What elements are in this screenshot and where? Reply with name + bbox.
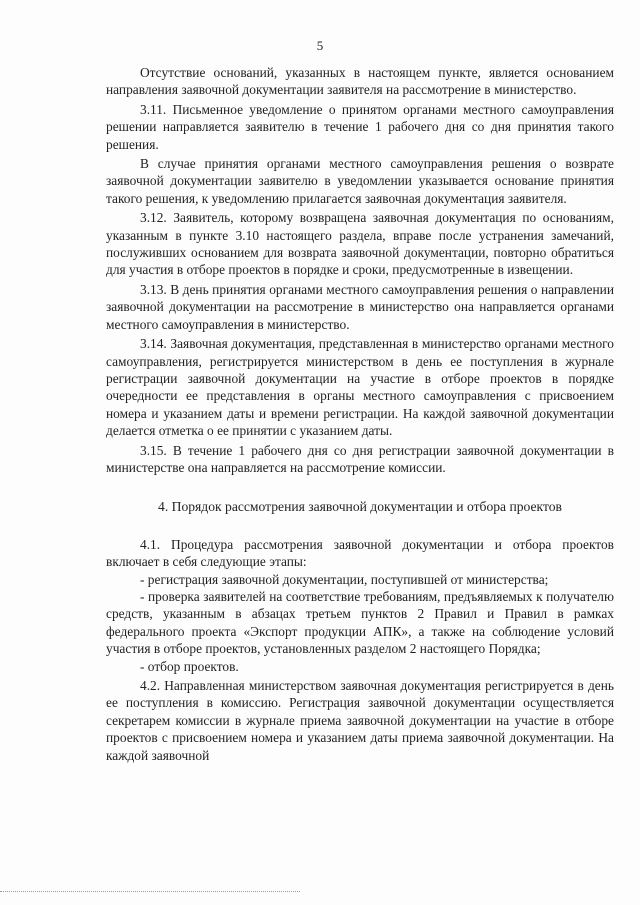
paragraph-4-2: 4.2. Направленная министерством заявочная документация регистрируется в день ее поступления в комиссию. Регистрация заявочной документации осуществляется секретарем комиссии в журнале приема заявочной документации на участие в отборе проектов с присвоением номера и указанием даты приема заявочной документации. На каждой заявочной: [106, 678, 614, 763]
section-heading: 4. Порядок рассмотрения заявочной документации и отбора проектов: [158, 499, 562, 515]
paragraph: Отсутствие оснований, указанных в настоящем пункте, является основанием направления заявочной документации заявителя на рассмотрение в министерство.: [106, 65, 614, 98]
page-number: 5: [316, 38, 324, 53]
paragraph-3-14: 3.14. Заявочная документация, представленная в министерство органами местного самоуправления, регистрируется министерством в день ее поступления в журнале регистрации заявочной документации на участие в отборе проектов в порядке очередности ее представления в органы местного самоуправления с присвоением номера и указанием даты и времени регистрации. На каждой заявочной документации делается отметка о ее принятии с указанием даты.: [106, 336, 614, 439]
paragraph-3-15: 3.15. В течение 1 рабочего дня со дня регистрации заявочной документации в министерстве она направляется на рассмотрение комиссии.: [106, 442, 614, 475]
paragraph: В случае принятия органами местного самоуправления решения о возврате заявочной документации заявителю в уведомлении указывается основание принятия такого решения, к уведомлению прилагается заявочная документация заявителя.: [106, 156, 614, 206]
paragraph-3-13: 3.13. В день принятия органами местного самоуправления решения о направлении заявочной документации на рассмотрение в министерство она направляется органами местного самоуправления в министерство.: [106, 281, 614, 332]
paragraph-3-11: 3.11. Письменное уведомление о принятом органами местного самоуправления решении направляется заявителю в течение 1 рабочего дня со дня принятия такого решения.: [106, 101, 614, 152]
scan-edge-rule: [0, 891, 300, 892]
paragraph-3-12: 3.12. Заявитель, которому возвращена заявочная документация по основаниям, указанным в пункте 3.10 настоящего раздела, вправе после устранения замечаний, послуживших основанием для возврата заявочной документации, повторно обратиться для участия в отборе проектов в порядке и сроки, предусмотренные в извещении.: [106, 210, 614, 278]
list-item: - регистрация заявочной документации, поступившей от министерства;: [140, 571, 549, 587]
paragraph-4-1: 4.1. Процедура рассмотрения заявочной документации и отбора проектов включает в себя следующие этапы:: [106, 536, 614, 570]
list-item: - отбор проектов.: [140, 658, 239, 674]
list-item: - проверка заявителей на соответствие требованиям, предъявляемых к получателю средств, указанным в абзацах третьем пунктов 2 Правил и Правил в рамках федерального проекта «Экспорт продукции АПК», а также на соблюдение условий участия в отборе проектов, установленных разделом 2 настоящего Порядка;: [106, 588, 614, 657]
document-body: [106, 64, 614, 764]
